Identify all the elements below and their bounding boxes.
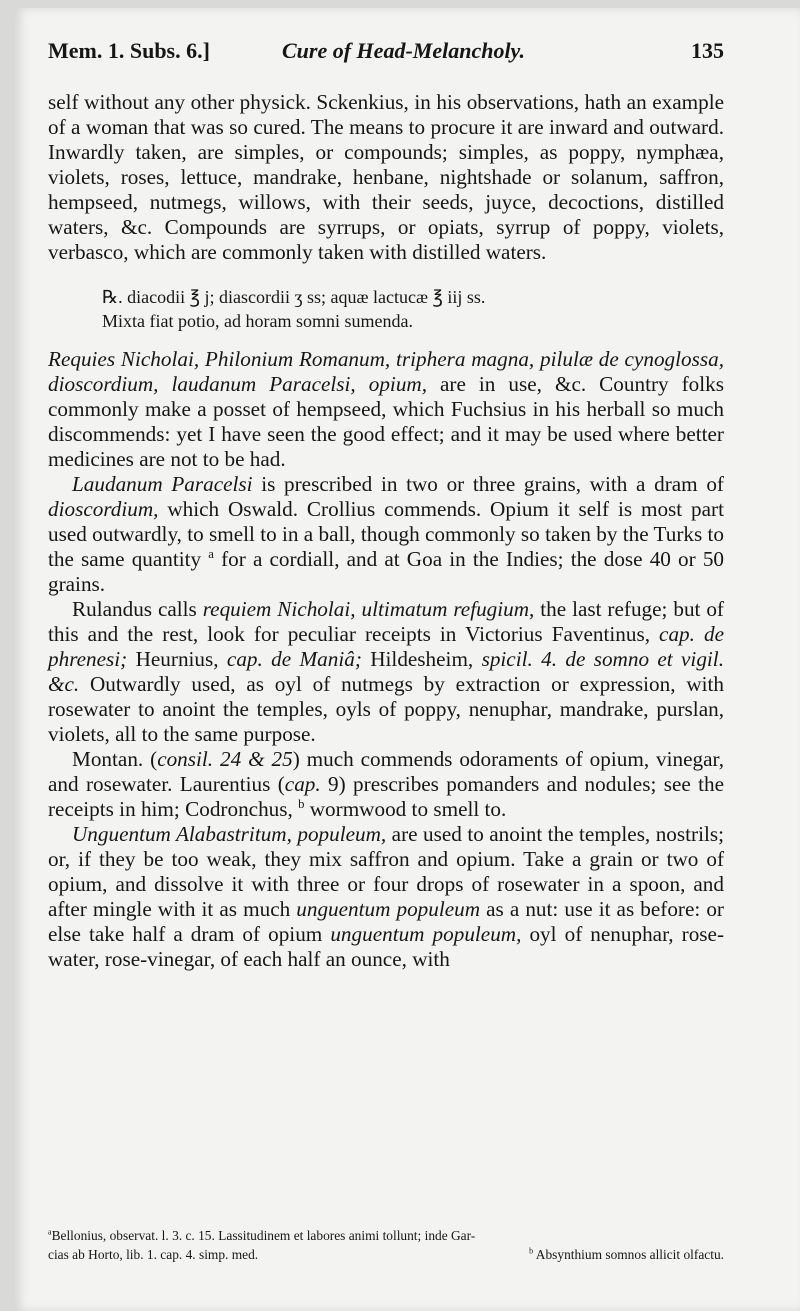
paragraph-4 <box>48 597 724 747</box>
paragraph-3-text-2: which Oswald. Crollius commends. Opium it self is most part used outwardly, to smell to in a ball, though commonly so taken by the Turks to the same quantity <box>48 497 724 571</box>
paragraph-6-text-2: as a nut: use it as before: or else take half a dram of opium <box>48 897 724 946</box>
paragraph-4-italic-1: requiem Nicholai, ultimatum refugium, <box>202 597 535 621</box>
paragraph-5-text-1: Montan. ( <box>72 747 158 771</box>
footnote-ref-b[interactable]: b <box>298 796 305 811</box>
paragraph-3-text-3: for a cordiall, and at Goa in the Indies; the dose 40 or 50 grains. <box>48 547 725 596</box>
paragraph-6-italic-1: Unguentum Alabastritum, populeum, <box>72 822 387 846</box>
recipe-block <box>102 285 724 333</box>
footnote-ref-a[interactable]: a <box>208 546 214 561</box>
paragraph-4-text-2: the last refuge; but of this and the rest, look for peculiar receipts in Victorius Faventinus, <box>48 597 724 646</box>
paragraph-6-italic-3: unguentum populeum, <box>330 922 522 946</box>
footnote-a-text-2: cias ab Horto, lib. 1. cap. 4. simp. med. <box>48 1247 259 1262</box>
paragraph-6-text-1: are used to anoint the temples, nostrils; or, if they be too weak, they mix saffron and opium. Take a grain or two of opium, and dissolve it with three or four drops of rosewater in a spoon, and after mingle with it as much <box>48 822 724 921</box>
page-number: 135 <box>691 38 724 63</box>
page-body <box>48 90 724 972</box>
paragraph-5 <box>48 747 724 822</box>
paragraph-3-text-1: is prescribed in two or three grains, with a dram of <box>252 472 724 496</box>
paragraph-5-text-2: ) much commends odoraments of opium, vinegar, and rosewater. Laurentius ( <box>48 747 725 796</box>
paragraph-5-italic-1: consil. 24 & 25 <box>157 747 293 771</box>
running-title: Cure of Head-Melancholy. <box>282 38 525 63</box>
recipe-line-2: Mixta fiat potio, ad horam somni sumenda. <box>102 311 413 331</box>
paragraph-5-text-4: wormwood to smell to. <box>304 797 507 821</box>
paragraph-4-text-3: Heurnius, <box>127 647 227 671</box>
book-page <box>14 8 800 1311</box>
paragraph-3 <box>48 472 724 597</box>
paragraph-4-italic-2: cap. de phrenesi; <box>48 622 724 671</box>
paragraph-6-italic-2: unguentum populeum <box>296 897 481 921</box>
paragraph-6-text-3: oyl of nenuphar, rose-water, rose-vinegar, of each half an ounce, with <box>48 922 725 971</box>
footnote-b <box>529 1245 724 1264</box>
footnote-a-mark: a <box>48 1227 52 1237</box>
footnote-a-text-1: Bellonius, observat. l. 3. c. 15. Lassitudinem et labores animi tollunt; inde Gar- <box>51 1228 476 1243</box>
paragraph-6 <box>48 822 724 972</box>
running-header <box>48 38 724 72</box>
footnote-b-mark: b <box>529 1246 534 1256</box>
paragraph-4-text-1: Rulandus calls <box>72 597 203 621</box>
paragraph-4-text-5: Outwardly used, as oyl of nutmegs by extraction or expression, with rosewater to anoint the temples, oyls of poppy, nenuphar, mandrake, purslan, violets, all to the same purpose. <box>48 672 724 746</box>
paragraph-5-italic-2: cap. <box>284 772 321 796</box>
footnote-line-2 <box>48 1245 724 1264</box>
paragraph-4-text-4: Hildesheim, <box>361 647 482 671</box>
section-reference: Mem. 1. Subs. 6.] <box>48 38 210 63</box>
footnotes <box>48 1226 724 1264</box>
footnote-a-line-1 <box>48 1226 724 1245</box>
paragraph-2-text: are in use, &c. Country folks commonly make a posset of hempseed, which Fuchsius in his herball so much discommends: yet I have seen the good effect; and it may be used where better medicines are not to be had. <box>48 372 724 471</box>
paragraph-1: self without any other physick. Sckenkius, in his observations, hath an example of a woman that was so cured. The means to procure it are inward and outward. Inwardly taken, are simples, or compounds; simples, as poppy, nymphæa, violets, roses, lettuce, mandrake, henbane, nightshade or solanum, saffron, hempseed, nutmegs, willows, with their seeds, juyce, decoctions, distilled waters, &c. Compounds are syrrups, or opiats, syrrup of poppy, violets, verbasco, which are commonly taken with distilled waters. <box>48 90 724 264</box>
paragraph-3-italic-2: dioscordium, <box>48 497 159 521</box>
paragraph-3-italic-lead: Laudanum Paracelsi <box>72 472 253 496</box>
paragraph-4-italic-4: spicil. 4. de somno et vigil. &c. <box>48 647 724 696</box>
paragraph-2 <box>48 347 724 472</box>
paragraph-4-italic-3: cap. de Maniâ; <box>226 647 362 671</box>
paragraph-5-text-3: 9) prescribes pomanders and nodules; see the receipts in him; Codronchus, <box>48 772 724 821</box>
paragraph-2-italic-lead: Requies Nicholai, Philonium Romanum, triphera magna, pilulæ de cynoglossa, dioscordium, laudanum Paracelsi, opium, <box>48 347 724 396</box>
recipe-line-1: ℞. diacodii ℥ j; diascordii ʒ ss; aquæ lactucæ ℥ iij ss. <box>102 287 486 307</box>
footnote-b-text: Absynthium somnos allicit olfactu. <box>535 1247 724 1262</box>
